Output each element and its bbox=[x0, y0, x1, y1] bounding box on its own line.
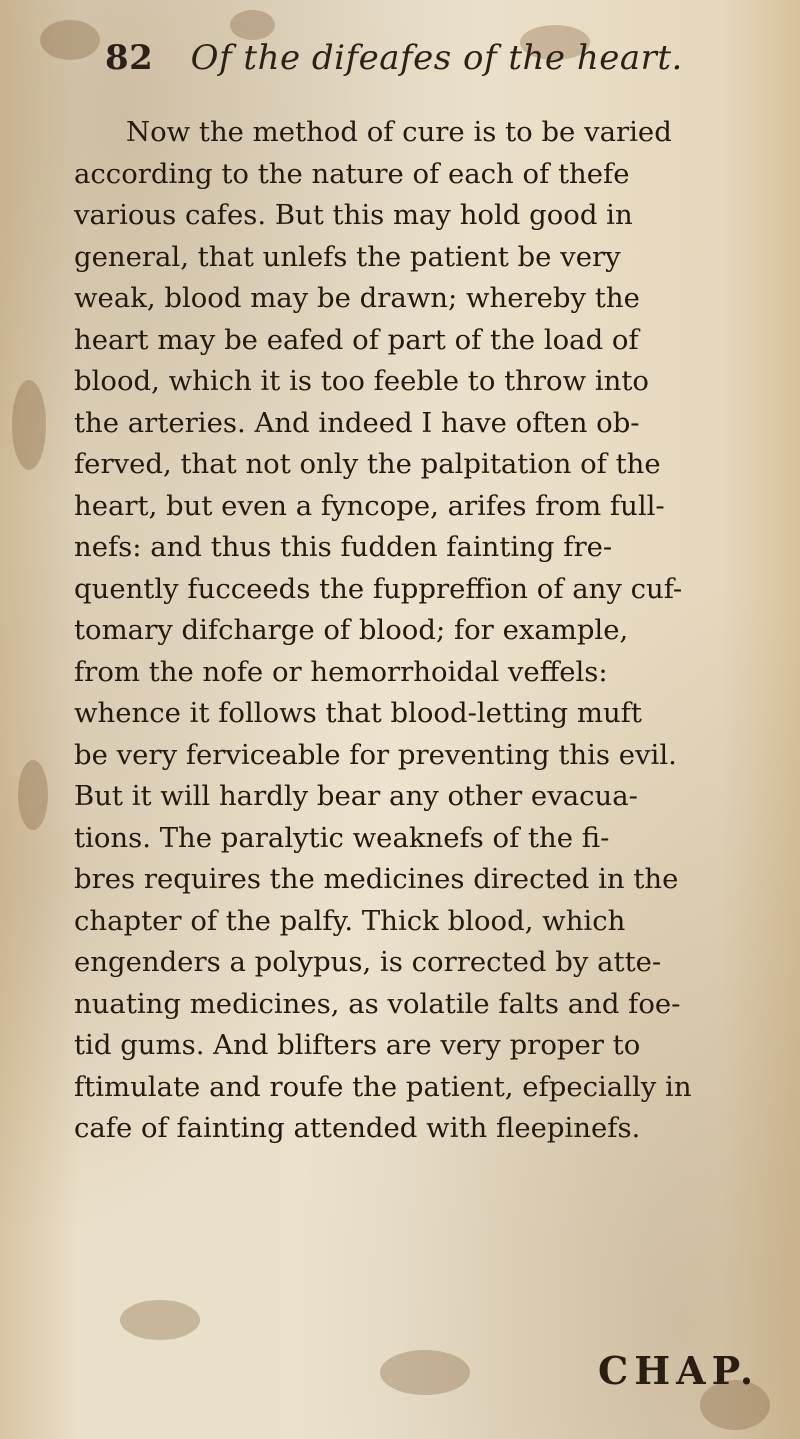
text-line: tions. The paralytic weaknefs of the fi- bbox=[74, 821, 610, 854]
text-line: ferved, that not only the palpitation of the bbox=[74, 448, 661, 480]
foxing-stain bbox=[40, 20, 100, 60]
text-line: heart, but even a fyncope, arifes from full- bbox=[74, 489, 665, 522]
text-line: chapter of the palfy. Thick blood, which bbox=[74, 904, 626, 937]
text-line: various cafes. But this may hold good in bbox=[74, 199, 633, 231]
text-line: whence it follows that blood-letting muft bbox=[74, 697, 642, 729]
foxing-stain bbox=[18, 760, 48, 830]
text-line: engenders a polypus, is corrected by atte- bbox=[74, 946, 662, 978]
foxing-stain bbox=[230, 10, 275, 40]
foxing-stain bbox=[12, 380, 46, 470]
text-line: cafe of fainting attended with fleepinefs. bbox=[74, 1112, 641, 1144]
text-line: blood, which it is too feeble to throw into bbox=[74, 365, 649, 397]
running-header bbox=[105, 38, 683, 78]
text-line: bres requires the medicines directed in the bbox=[74, 863, 679, 895]
running-title: Of the difeafes of the heart. bbox=[190, 38, 683, 78]
foxing-stain bbox=[120, 1300, 200, 1340]
text-line: quently fucceeds the fuppreffion of any cuf- bbox=[74, 572, 683, 605]
text-line: be very ferviceable for preventing this evil. bbox=[74, 738, 677, 771]
text-line: tomary difcharge of blood; for example, bbox=[74, 614, 629, 646]
foxing-stain bbox=[380, 1350, 470, 1395]
text-line: heart may be eafed of part of the load of bbox=[74, 323, 639, 356]
text-line: from the nofe or hemorrhoidal veffels: bbox=[74, 655, 608, 688]
text-line: according to the nature of each of thefe bbox=[74, 157, 630, 190]
body-text bbox=[74, 112, 774, 1150]
text-line: weak, blood may be drawn; whereby the bbox=[74, 282, 640, 314]
text-line: ftimulate and roufe the patient, efpecially in bbox=[74, 1070, 692, 1103]
text-line: tid gums. And blifters are very proper to bbox=[74, 1029, 641, 1061]
catchword: CHAP. bbox=[598, 1348, 760, 1393]
text-line: the arteries. And indeed I have often ob- bbox=[74, 406, 640, 439]
text-line: But it will hardly bear any other evacua- bbox=[74, 780, 638, 812]
text-line: Now the method of cure is to be varied bbox=[126, 116, 672, 148]
text-line: nuating medicines, as volatile falts and foe- bbox=[74, 987, 681, 1020]
text-line: general, that unlefs the patient be very bbox=[74, 240, 621, 273]
page-number: 82 bbox=[105, 38, 154, 78]
text-line: nefs: and thus this fudden fainting fre- bbox=[74, 531, 613, 563]
